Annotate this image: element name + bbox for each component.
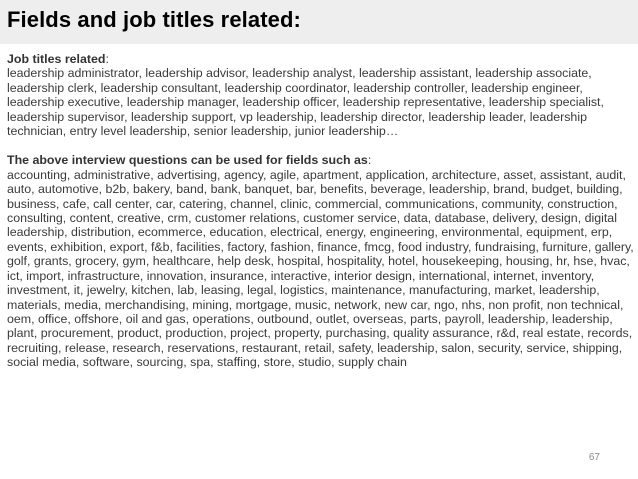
section-gap: [7, 138, 635, 153]
title-bar: [0, 0, 638, 44]
fields-list: accounting, administrative, advertising, agency, agile, apartment, application, architecture, asset, assistant, audit, auto, automotive, b2b, bakery, band, bank, banquet, bar, benefits, beverage, leadership, brand, budget, building, business, cafe, call center, car, catering, channel, clinic, commercial, communications, community, construction, consulting, content, creative, crm, customer relations, customer service, data, database, delivery, design, digital leadership, distribution, ecommerce, education, electrical, energy, engineering, environmental, equipment, erp, events, exhibition, export, f&b, facilities, factory, fashion, finance, fmcg, food industry, fundraising, furniture, gallery, golf, grants, grocery, gym, healthcare, help desk, hospital, hospitality, hotel, housekeeping, housing, hr, hse, hvac, ict, import, infrastructure, innovation, insurance, interactive, interior design, international, internet, inventory, investment, it, jewelry, kitchen, lab, leasing, legal, logistics, maintenance, manufacturing, market, leadership, materials, media, merchandising, mining, mortgage, music, network, new car, ngo, nhs, non profit, non technical, oem, office, offshore, oil and gas, operations, outbound, outlet, overseas, parts, payroll, leadership, leadership, plant, procurement, product, production, project, property, purchasing, quality assurance, r&d, real estate, records, recruiting, release, research, reservations, restaurant, retail, safety, leadership, salon, security, service, shipping, social media, software, sourcing, spa, staffing, store, studio, supply chain: [7, 167, 634, 370]
page-title: Fields and job titles related:: [7, 7, 301, 32]
job-titles-label-suffix: :: [105, 52, 109, 66]
page-number: 67: [588, 452, 600, 463]
job-titles-list: leadership administrator, leadership advisor, leadership analyst, leadership assistant, leadership associate, leadership clerk, leadership consultant, leadership coordinator, leadership controller, leadership engineer, leadership executive, leadership manager, leadership officer, leadership representative, leadership specialist, leadership supervisor, leadership support, vp leadership, leadership director, leadership leader, leadership technician, entry level leadership, senior leadership, junior leadership…: [7, 66, 604, 139]
slide-content: [7, 52, 635, 370]
job-titles-heading: [7, 52, 635, 66]
fields-label: The above interview questions can be used for fields such as: [7, 153, 368, 168]
fields-heading: [7, 153, 635, 167]
job-titles-label: Job titles related: [7, 52, 106, 66]
fields-label-suffix: :: [367, 153, 372, 168]
